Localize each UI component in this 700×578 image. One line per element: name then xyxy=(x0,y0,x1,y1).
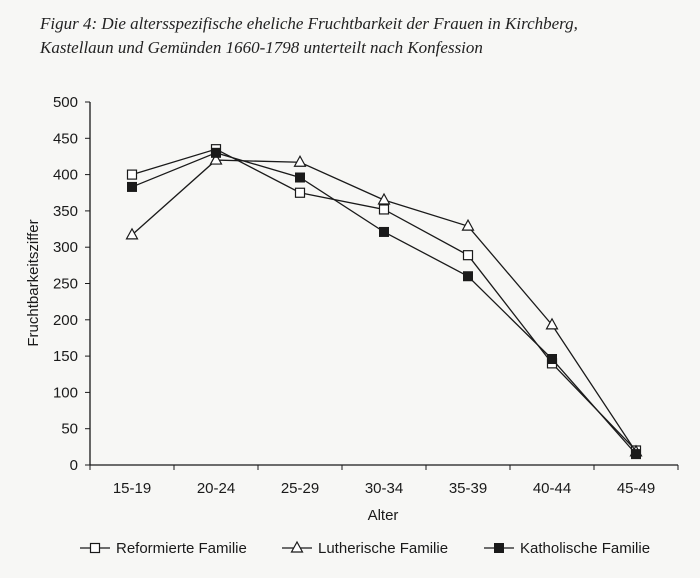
y-tick-label: 300 xyxy=(52,239,78,257)
legend-marker xyxy=(292,542,303,552)
y-tick-label: 450 xyxy=(52,130,78,148)
data-point xyxy=(296,188,305,197)
chart-axes xyxy=(53,94,678,497)
y-axis-title: Fruchtbarkeitsziffer xyxy=(25,219,42,347)
x-tick-label: 45-49 xyxy=(616,480,656,497)
y-tick-label: 350 xyxy=(52,202,78,220)
data-point xyxy=(380,205,389,214)
y-tick-label: 0 xyxy=(69,457,78,474)
y-tick-label: 100 xyxy=(52,384,78,402)
legend-item xyxy=(80,540,247,557)
y-tick-label: 250 xyxy=(52,275,78,293)
data-point xyxy=(632,450,641,459)
x-tick-label: 15-19 xyxy=(112,480,152,497)
data-point xyxy=(379,194,390,204)
data-point xyxy=(380,227,389,236)
data-point xyxy=(128,182,137,191)
data-point xyxy=(464,272,473,281)
legend-marker xyxy=(91,544,100,553)
data-point xyxy=(295,156,306,166)
data-point xyxy=(127,229,138,239)
y-tick-label: 500 xyxy=(52,94,78,111)
chart-legend xyxy=(80,540,650,557)
legend-label: Lutherische Familie xyxy=(318,540,449,557)
data-point xyxy=(212,148,221,157)
caption-line-1: Figur 4: Die altersspezifische eheliche Fruchtbarkeit der Frauen in Kirchberg, xyxy=(40,14,578,33)
legend-label: Reformierte Familie xyxy=(116,540,247,557)
series-reformierte-familie xyxy=(128,145,641,455)
legend-label: Katholische Familie xyxy=(520,540,651,557)
x-tick-label: 20-24 xyxy=(196,480,236,497)
x-tick-label: 40-44 xyxy=(532,480,572,497)
legend-marker xyxy=(495,544,504,553)
data-point xyxy=(548,355,557,364)
y-tick-label: 400 xyxy=(52,166,78,184)
data-point xyxy=(296,173,305,182)
x-axis-title: Alter xyxy=(367,507,399,524)
x-tick-label: 35-39 xyxy=(448,480,488,497)
legend-item xyxy=(282,540,448,557)
y-tick-label: 150 xyxy=(52,348,78,366)
x-tick-label: 25-29 xyxy=(280,480,320,497)
data-point xyxy=(464,251,473,260)
chart-series xyxy=(127,145,642,459)
y-tick-label: 200 xyxy=(52,311,78,329)
caption-line-2: Kastellaun und Gemünden 1660-1798 unterteilt nach Konfession xyxy=(40,38,483,57)
series-lutherische-familie xyxy=(127,154,642,456)
data-point xyxy=(128,170,137,179)
legend-item xyxy=(484,540,650,557)
y-tick-label: 50 xyxy=(61,420,78,438)
x-tick-label: 30-34 xyxy=(364,480,404,497)
